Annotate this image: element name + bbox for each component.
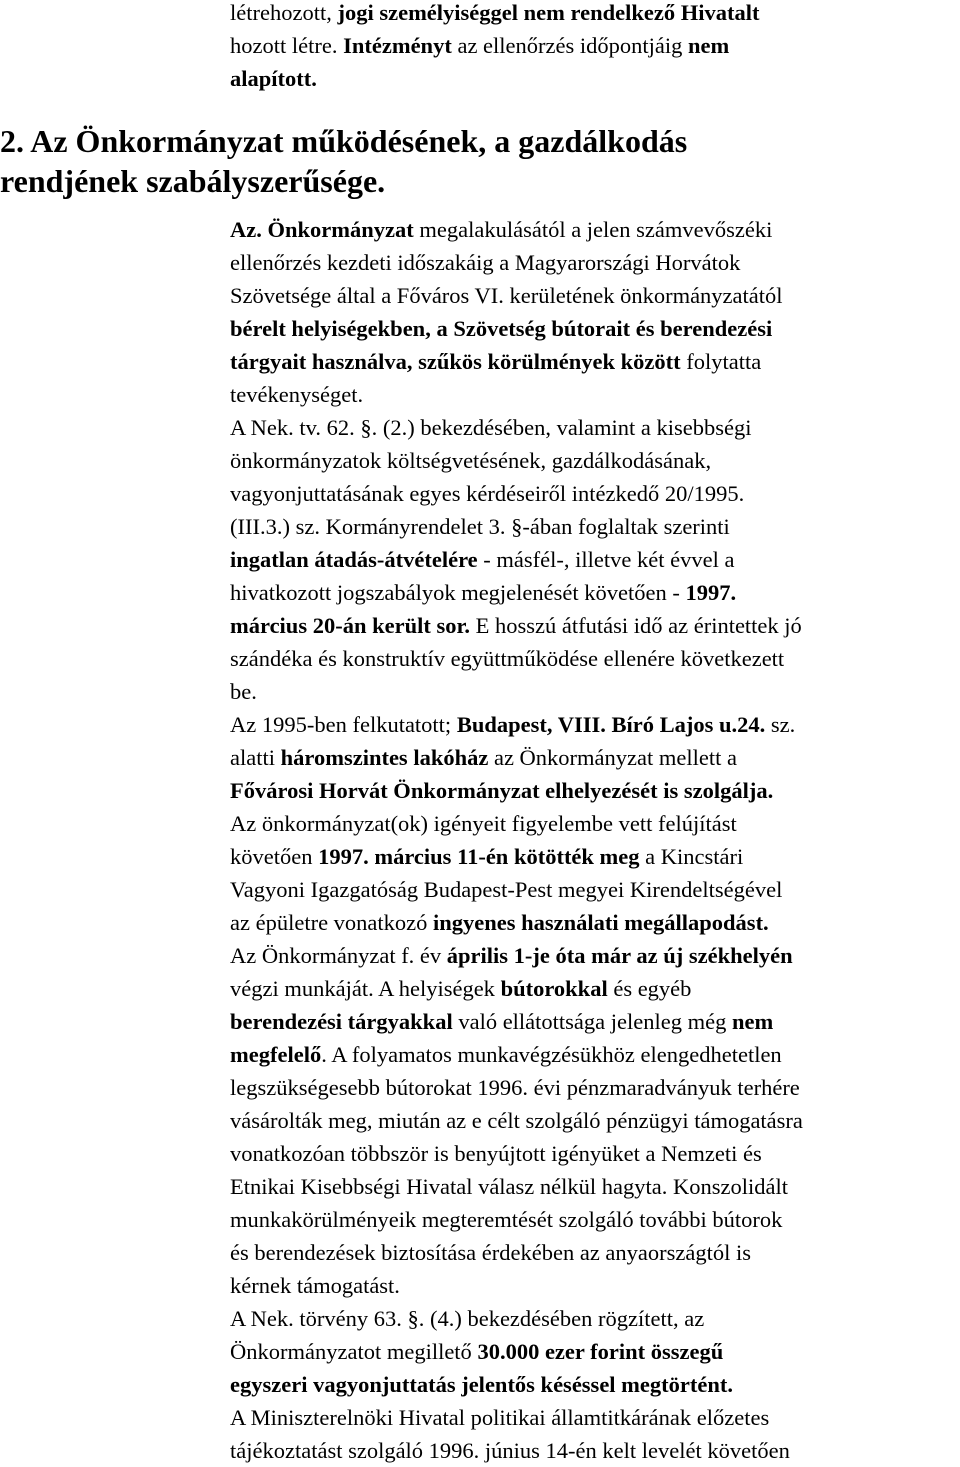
body-line (230, 906, 955, 939)
body-line (230, 807, 955, 840)
text-run: Etnikai Kisebbségi Hivatal válasz nélkül hagyta. Konszolidált (230, 1174, 788, 1199)
bold-text-run: nem (731, 1009, 774, 1034)
bold-text-run: megfelelő (230, 1042, 322, 1067)
body-line (230, 543, 955, 576)
bold-text-run: háromszintes lakóház (280, 745, 489, 770)
bold-text-run: nem (688, 33, 730, 58)
text-run: megalakulásától a jelen számvevőszéki (413, 217, 773, 242)
text-run: ellenőrzés kezdeti időszakáig a Magyarországi Horvátok (230, 250, 741, 275)
body-line (230, 609, 955, 642)
body-line (230, 444, 955, 477)
text-run: folytatta (680, 349, 762, 374)
body-line (230, 1038, 955, 1071)
intro-line (230, 0, 955, 29)
section-heading-line: 2. Az Önkormányzat működésének, a gazdálkodás (0, 123, 688, 159)
bold-text-run: tárgyait használva, szűkös körülmények között (230, 349, 681, 374)
bold-text-run: Fővárosi Horvát Önkormányzat elhelyezését is szolgálja. (230, 778, 774, 803)
text-run: szándéka és konstruktív együttműködése ellenére következett (230, 646, 785, 671)
text-run: Az Önkormányzat f. év (230, 943, 447, 968)
text-run: E hosszú átfutási idő az érintettek jó (470, 613, 802, 638)
body-line (230, 1269, 955, 1302)
body-line (230, 510, 955, 543)
bold-text-run: 30.000 ezer forint összegű (477, 1339, 724, 1364)
text-run: (III.3.) sz. Kormányrendelet 3. §-ában foglaltak szerinti (230, 514, 730, 539)
text-run: tájékoztatást szolgáló 1996. június 14-én kelt levelét követően (230, 1438, 790, 1463)
bold-text-run: Intézményt (343, 33, 452, 58)
body-line (230, 1203, 955, 1236)
text-run: A Nek. törvény 63. §. (4.) bekezdésében rögzített, az (230, 1306, 705, 1331)
body-line (230, 1368, 955, 1401)
text-run: Az 1995-ben felkutatott; (230, 712, 457, 737)
body-line (230, 1005, 955, 1038)
body-line (230, 312, 955, 345)
body-line (230, 741, 955, 774)
bold-text-run: Budapest, VIII. Bíró Lajos u.24. (456, 712, 766, 737)
text-run: tevékenységet. (230, 382, 364, 407)
text-run: alatti (230, 745, 281, 770)
text-run: munkakörülményeik megteremtését szolgáló további bútorok (230, 1207, 783, 1232)
text-run: A Nek. tv. 62. §. (2.) bekezdésében, valamint a kisebbségi (230, 415, 752, 440)
text-run: a Kincstári (639, 844, 744, 869)
body-line (230, 279, 955, 312)
intro-line (230, 29, 955, 62)
text-run: - másfél-, illetve két évvel a (477, 547, 735, 572)
body-line (230, 873, 955, 906)
bold-text-run: ingatlan átadás-átvételére (230, 547, 478, 572)
body-line (230, 411, 955, 444)
bold-text-run: március 20-án került sor. (230, 613, 471, 638)
text-run: sz. (765, 712, 796, 737)
text-run: hivatkozott jogszabályok megjelenését követően - (230, 580, 686, 605)
text-run: létrehozott, (230, 0, 338, 25)
text-run: követően (230, 844, 319, 869)
text-run: az Önkormányzat mellett a (488, 745, 737, 770)
text-run: vagyonjuttatásának egyes kérdéseiről intézkedő 20/1995. (230, 481, 745, 506)
body-line (230, 1104, 955, 1137)
body-line (230, 1236, 955, 1269)
bold-text-run: ingyenes használati megállapodást. (433, 910, 769, 935)
text-run: vásárolták meg, miután az e célt szolgáló pénzügyi támogatásra (230, 1108, 803, 1133)
text-run: végzi munkáját. A helyiségek (230, 976, 501, 1001)
text-run: az épületre vonatkozó (230, 910, 434, 935)
body-line (230, 576, 955, 609)
text-run: . A folyamatos munkavégzésükhöz elengedhetetlen (321, 1042, 782, 1067)
section-heading-line: rendjének szabályszerűsége. (0, 163, 386, 199)
text-run: legszükségesebb bútorokat 1996. évi pénzmaradványuk terhére (230, 1075, 800, 1100)
body-line (230, 774, 955, 807)
body-line (230, 1335, 955, 1368)
bold-text-run: 1997. (685, 580, 737, 605)
body-line (230, 1170, 955, 1203)
bold-text-run: április 1-je óta már az új székhelyén (446, 943, 793, 968)
body-line (230, 642, 955, 675)
body-line (230, 1071, 955, 1104)
body-line (230, 246, 955, 279)
body-line (230, 345, 955, 378)
bold-text-run: berendezési tárgyakkal (230, 1009, 453, 1034)
intro-line (230, 62, 955, 95)
body-line (230, 1401, 955, 1434)
body-text (230, 213, 955, 1467)
bold-text-run: alapított. (230, 66, 317, 91)
text-run: A Miniszterelnöki Hivatal politikai államtitkárának előzetes (230, 1405, 770, 1430)
body-line (230, 1434, 955, 1467)
bold-text-run: bérelt helyiségekben, a Szövetség bútorait és berendezési (230, 316, 773, 341)
body-line (230, 1137, 955, 1170)
body-line (230, 378, 955, 411)
text-run: Önkormányzatot megillető (230, 1339, 478, 1364)
bold-text-run: 1997. március 11-én kötötték meg (318, 844, 640, 869)
bold-text-run: Az. Önkormányzat (230, 217, 414, 242)
bold-text-run: jogi személyiséggel nem rendelkező Hivatalt (337, 0, 760, 25)
text-run: önkormányzatok költségvetésének, gazdálkodásának, (230, 448, 712, 473)
text-run: és berendezések biztosítása érdekében az anyaországtól is (230, 1240, 752, 1265)
text-run: Vagyoni Igazgatóság Budapest-Pest megyei Kirendeltségével (230, 877, 783, 902)
text-run: hozott létre. (230, 33, 344, 58)
intro-paragraph (230, 0, 955, 95)
body-line (230, 213, 955, 246)
section-heading (0, 121, 960, 201)
text-run: Az önkormányzat(ok) igényeit figyelembe vett felújítást (230, 811, 737, 836)
text-run: Szövetsége által a Főváros VI. kerületének önkormányzatától (230, 283, 783, 308)
bold-text-run: bútorokkal (500, 976, 608, 1001)
body-line (230, 972, 955, 1005)
body-line (230, 708, 955, 741)
bold-text-run: egyszeri vagyonjuttatás jelentős késéssel megtörtént. (230, 1372, 733, 1397)
text-run: és egyéb (607, 976, 692, 1001)
body-line (230, 477, 955, 510)
body-line (230, 840, 955, 873)
body-line (230, 1302, 955, 1335)
text-run: be. (230, 679, 257, 704)
body-line (230, 675, 955, 708)
body-line (230, 939, 955, 972)
text-run: kérnek támogatást. (230, 1273, 400, 1298)
text-run: vonatkozóan többször is benyújtott igényüket a Nemzeti és (230, 1141, 762, 1166)
text-run: az ellenőrzés időpontjáig (451, 33, 688, 58)
text-run: való ellátottsága jelenleg még (452, 1009, 732, 1034)
